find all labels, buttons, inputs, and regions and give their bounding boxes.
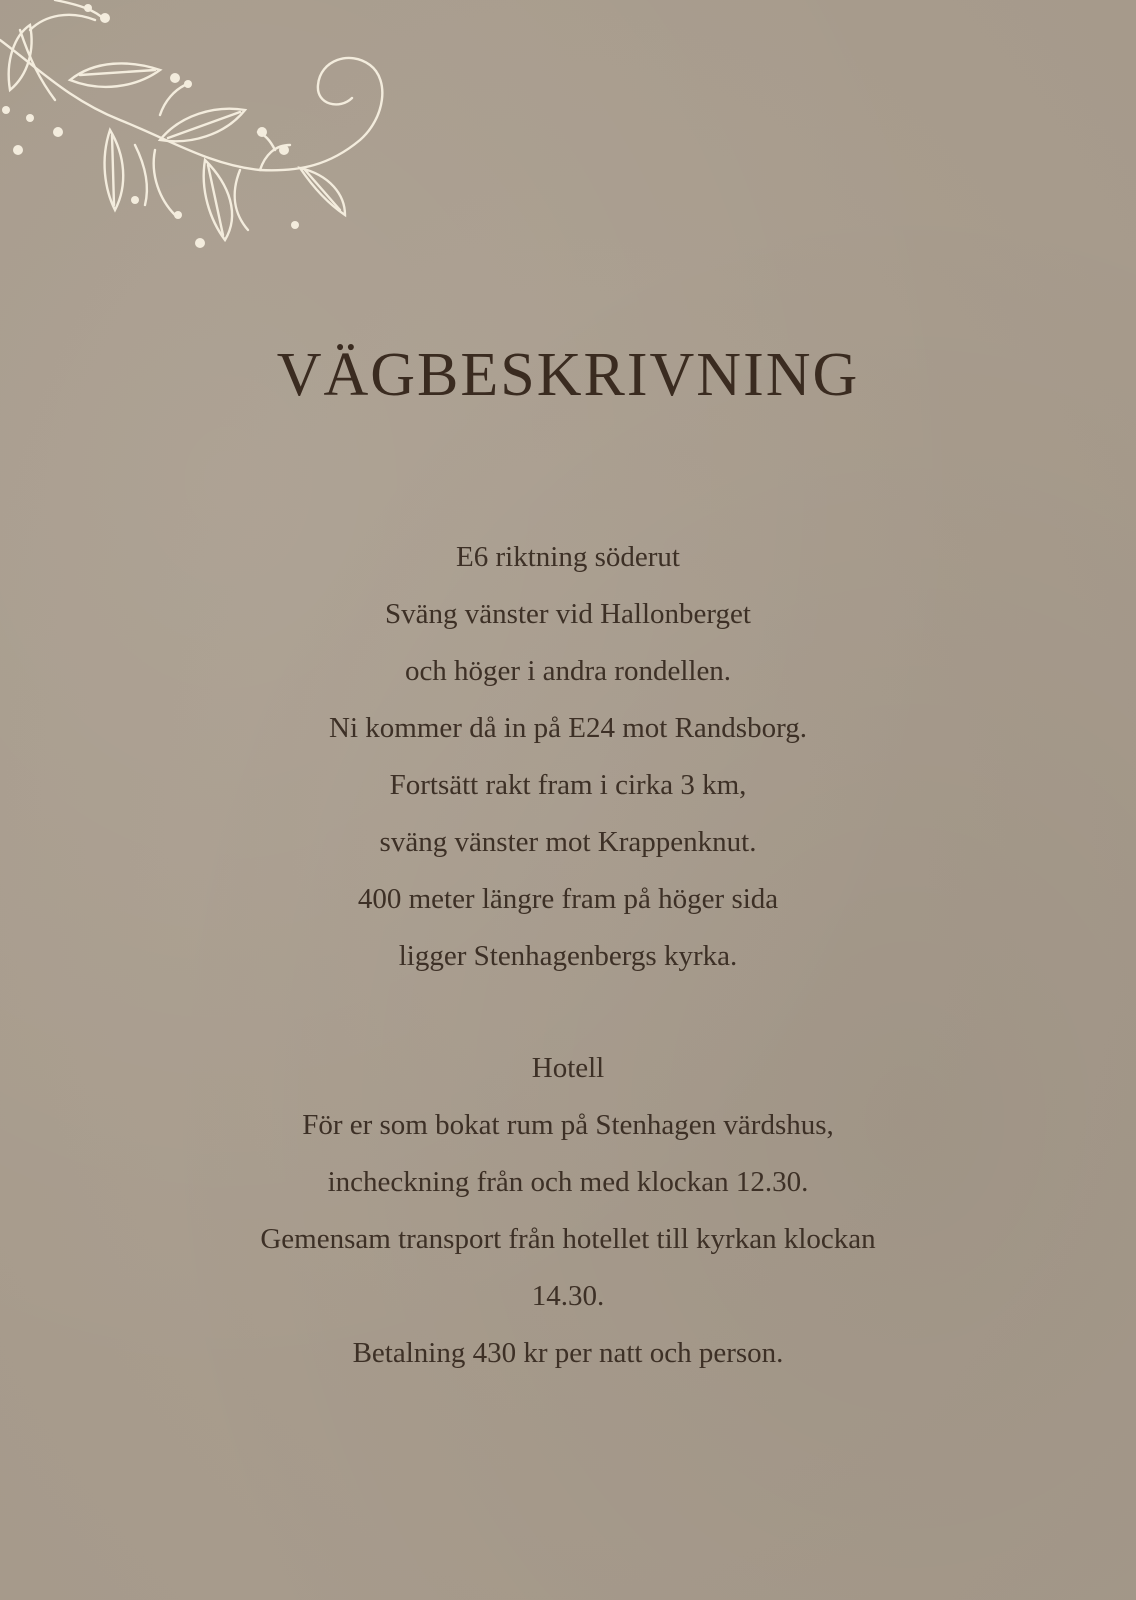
page-title: VÄGBESKRIVNING [276,341,860,409]
hotel-section [0,1040,1136,1382]
direction-line: E6 riktning söderut [456,541,680,573]
direction-line: och höger i andra rondellen. [404,655,732,687]
hotel-line: 14.30. [531,1280,605,1312]
hotel-heading: Hotell [531,1052,605,1084]
direction-line: ligger Stenhagenbergs kyrka. [398,940,738,972]
direction-line: Ni kommer då in på E24 mot Randsborg. [329,712,807,744]
direction-line: Sväng vänster vid Hallonberget [385,598,751,630]
direction-line: sväng vänster mot Krappenknut. [379,826,757,858]
floral-branch-icon [0,0,400,260]
direction-line: 400 meter längre fram på höger sida [357,883,779,915]
hotel-line: Gemensam transport från hotellet till kyrkan klockan [260,1223,876,1255]
hotel-line: För er som bokat rum på Stenhagen värdshus, [302,1109,834,1141]
directions-text [0,529,1136,985]
direction-line: Fortsätt rakt fram i cirka 3 km, [389,769,747,801]
hotel-line: incheckning från och med klockan 12.30. [327,1166,809,1198]
hotel-line: Betalning 430 kr per natt och person. [352,1337,784,1369]
